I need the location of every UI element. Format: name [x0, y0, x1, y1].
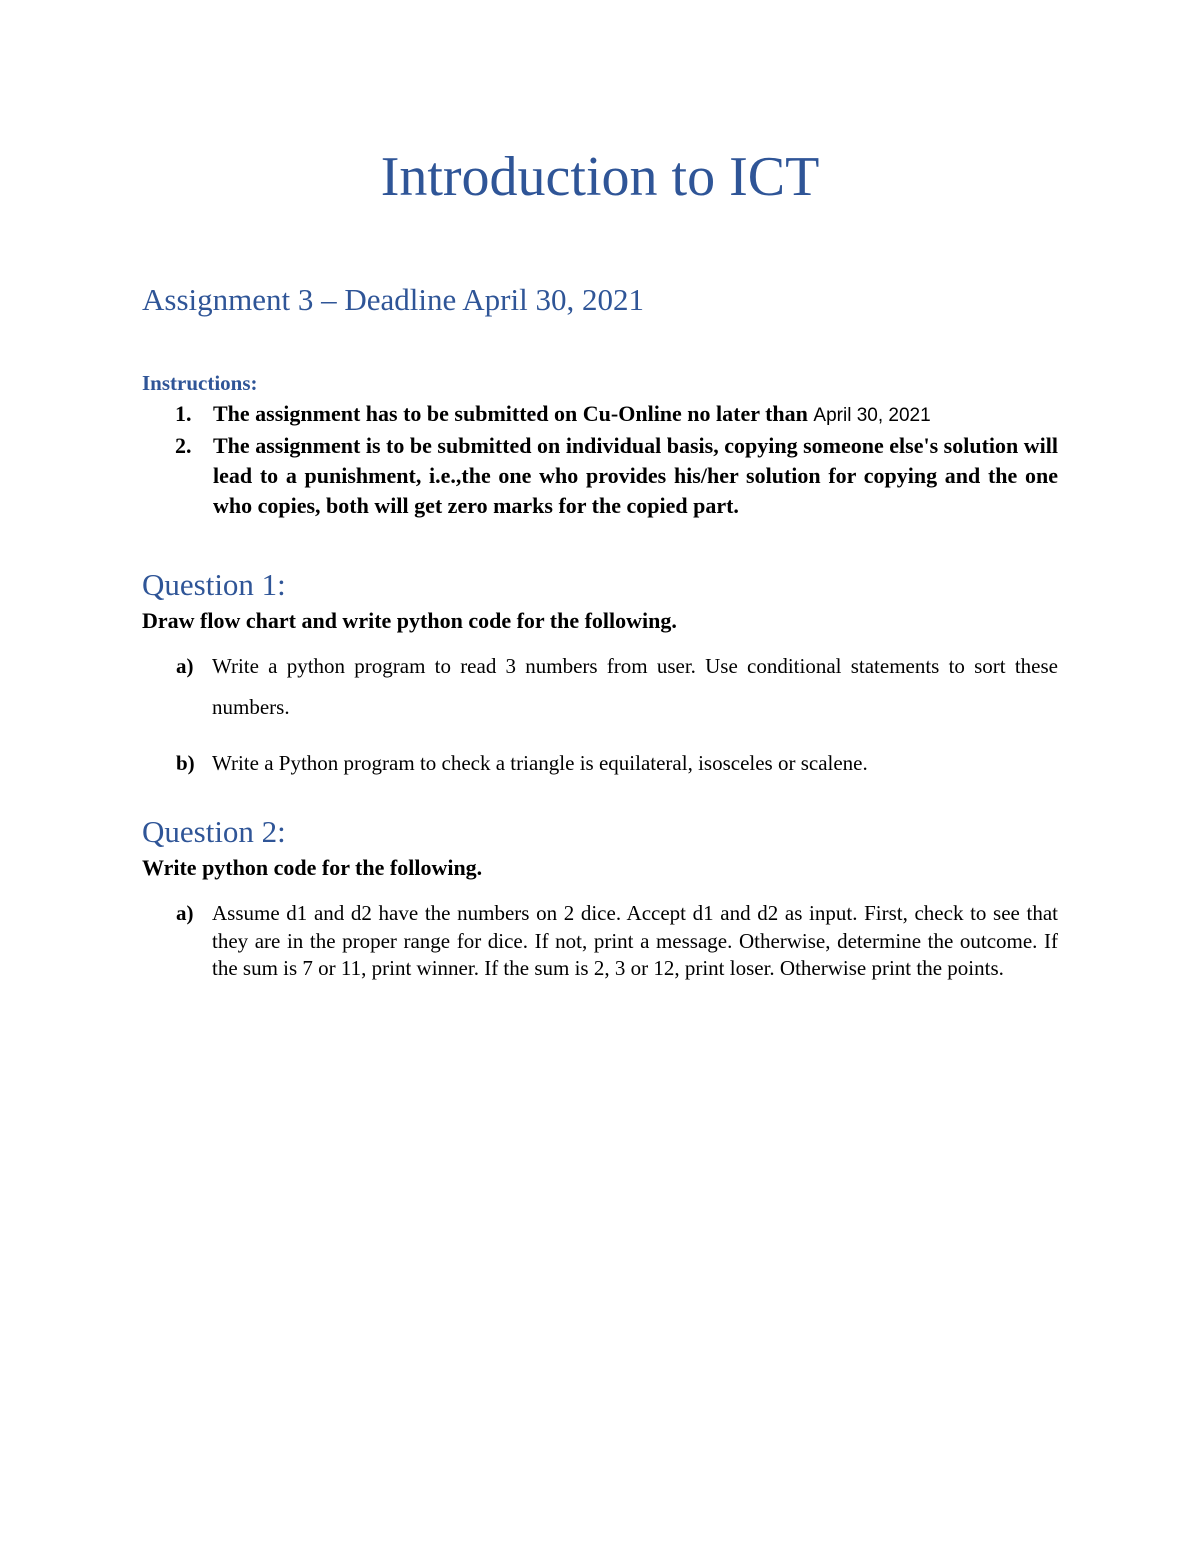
instruction-text: The assignment is to be submitted on individual basis, copying someone else's solution will lead to a punishment, i.e.,the one who provides his/her solution for copying and the one who copies, both will get zero marks for the copied part.: [213, 433, 1058, 518]
instruction-item: [142, 431, 1058, 521]
part-text: Write a Python program to check a triangle is equilateral, isosceles or scalene.: [212, 751, 868, 775]
instruction-text: The assignment has to be submitted on Cu-Online no later than: [213, 401, 814, 426]
part-text: Write a python program to read 3 numbers from user. Use conditional statements to sort these numbers.: [212, 654, 1058, 719]
document-title: Introduction to ICT: [380, 146, 820, 208]
part-letter: a): [176, 901, 194, 925]
question-1-part-b: [142, 743, 1058, 784]
question-2-part-a: [142, 900, 1058, 983]
part-letter: b): [176, 751, 195, 775]
question-1-intro: Draw flow chart and write python code for the following.: [142, 608, 677, 633]
assignment-subtitle: Assignment 3 – Deadline April 30, 2021: [142, 282, 644, 317]
question-2-heading: Question 2:: [142, 814, 286, 849]
instruction-item: [142, 399, 1058, 431]
part-text: Assume d1 and d2 have the numbers on 2 dice. Accept d1 and d2 as input. First, check to see that they are in the proper range for dice. If not, print a message. Otherwise, determine the outcome. If the sum is 7 or 11, print winner. If the sum is 2, 3 or 12, print loser. Otherwise print the points.: [212, 901, 1058, 980]
instruction-date: April 30, 2021: [813, 405, 931, 426]
question-1-heading: Question 1:: [142, 567, 286, 602]
instruction-number: 2.: [175, 433, 192, 458]
instructions-label: Instructions:: [142, 371, 258, 395]
question-2-intro: Write python code for the following.: [142, 855, 483, 880]
instructions-list: [142, 399, 1058, 521]
question-1-part-a: [142, 646, 1058, 728]
instruction-number: 1.: [175, 401, 192, 426]
part-letter: a): [176, 654, 194, 678]
